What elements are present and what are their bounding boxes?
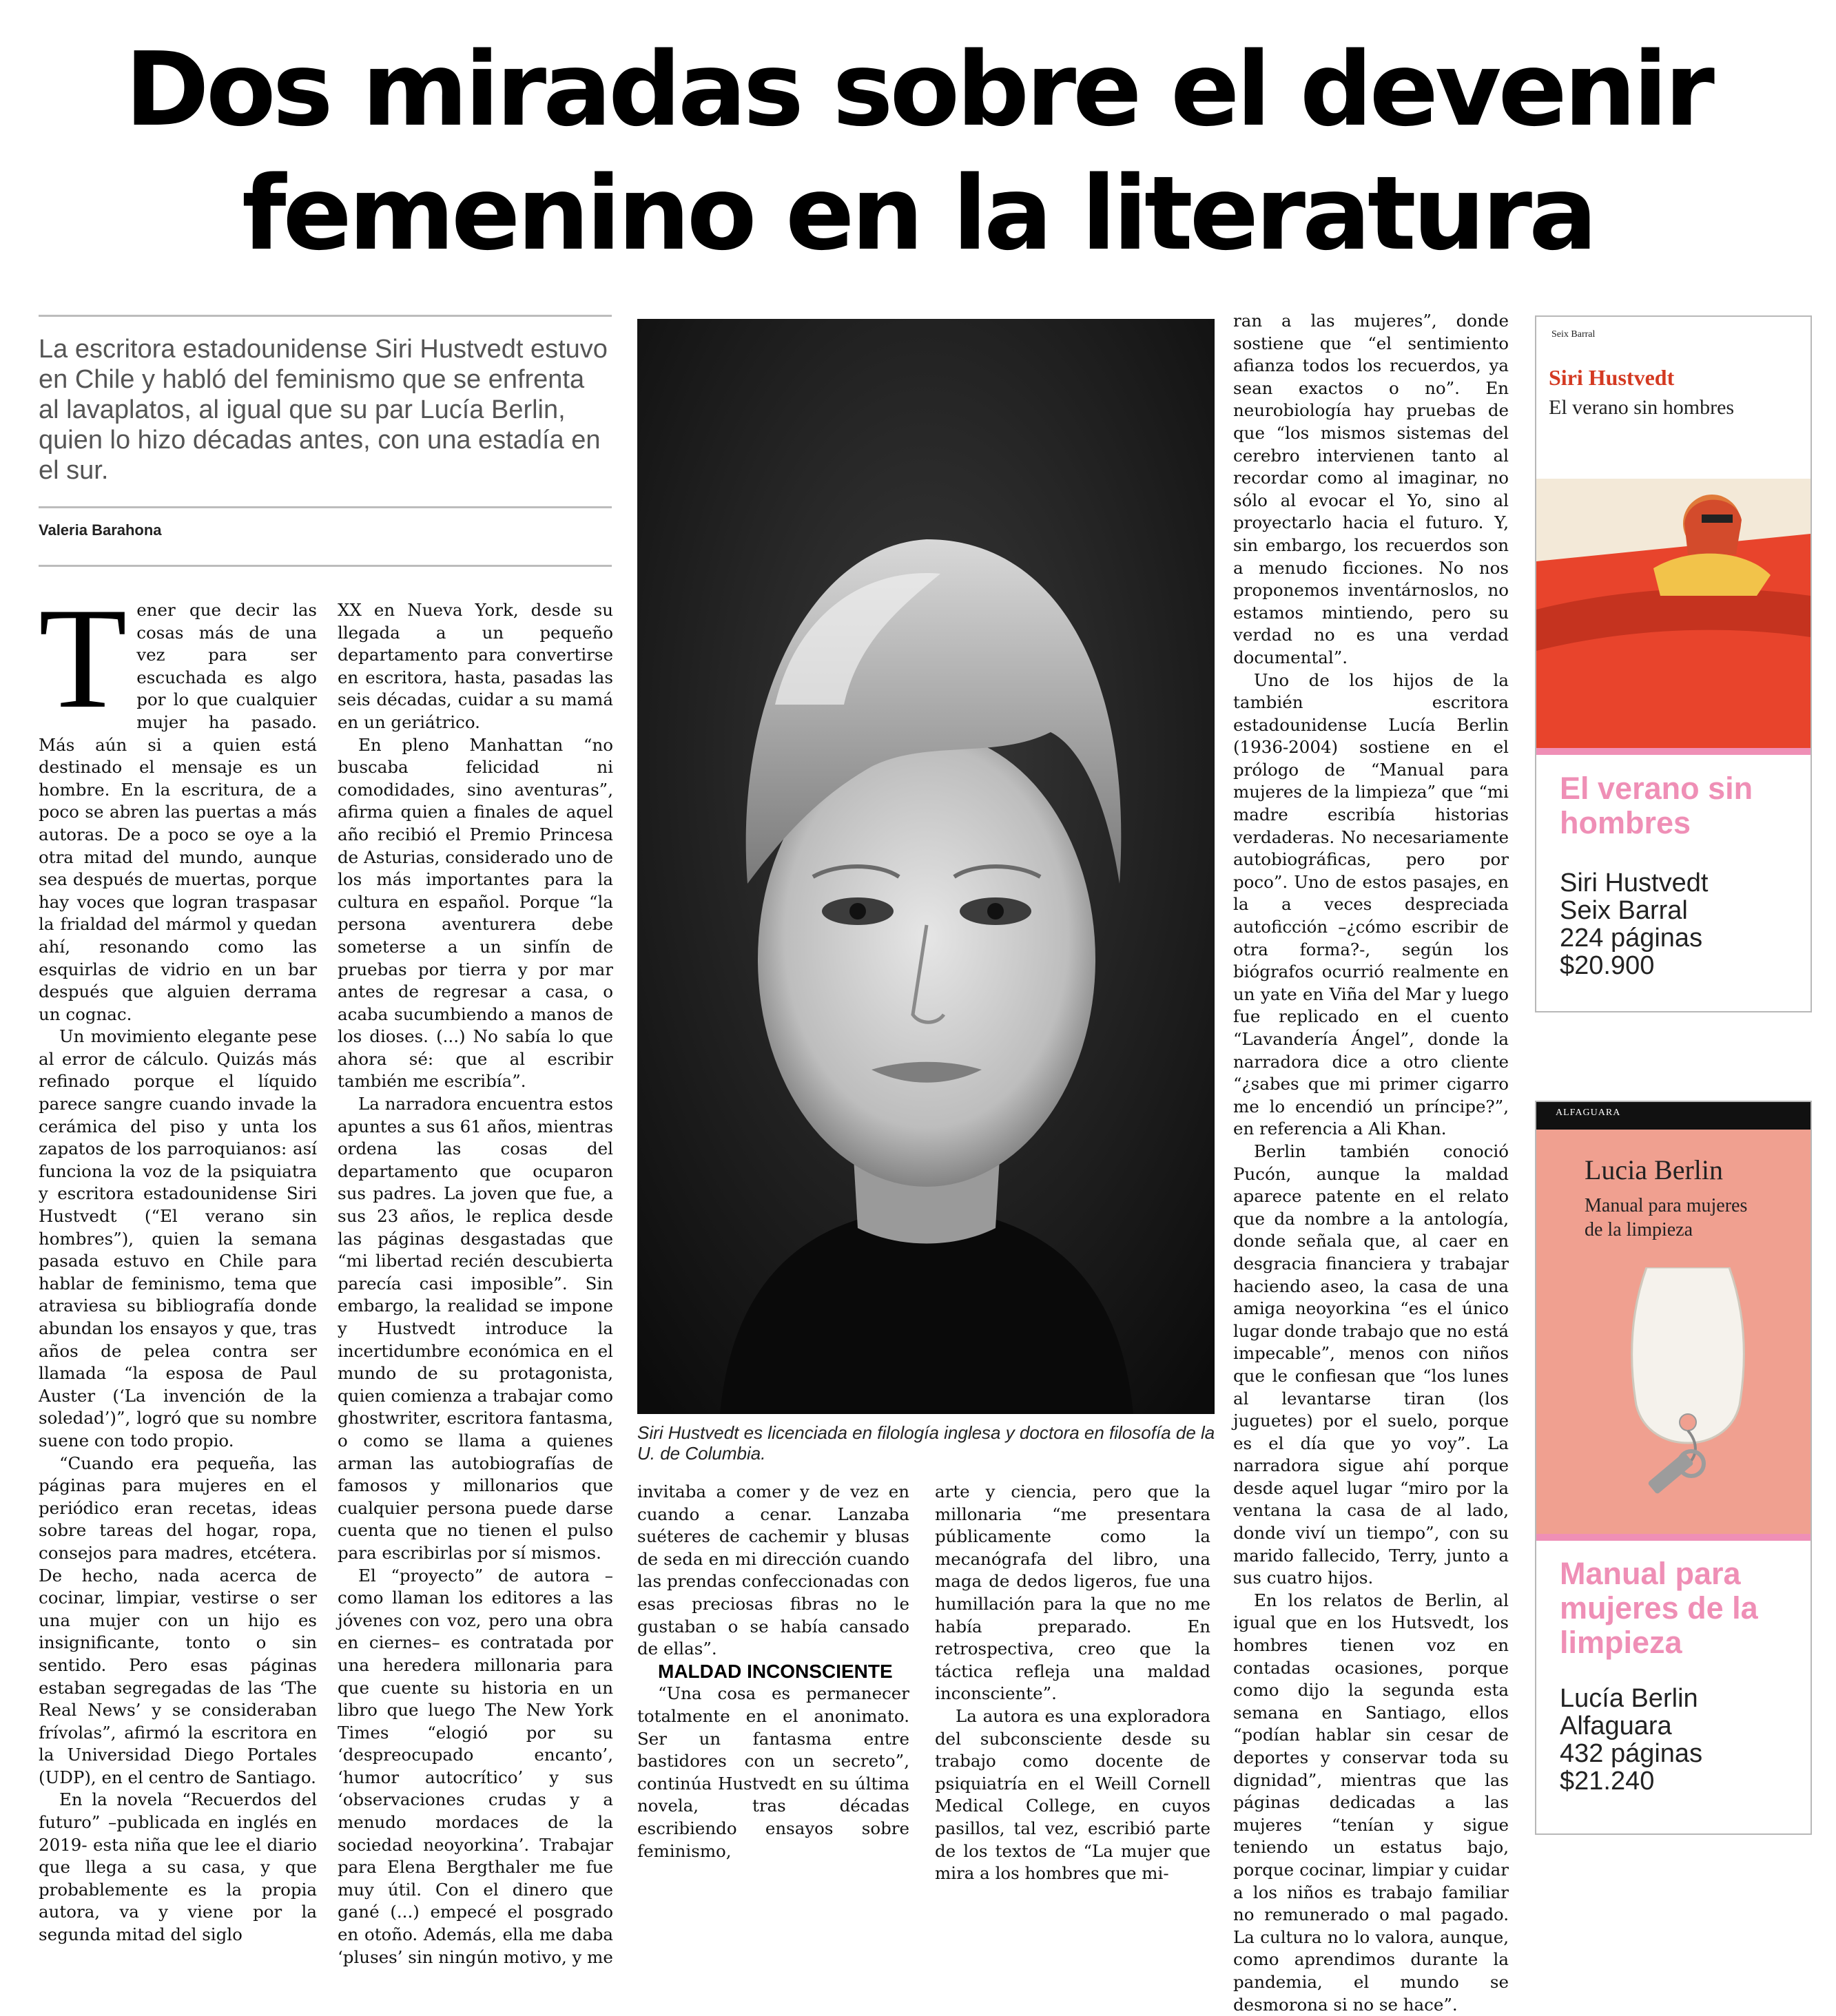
paragraph: Un movimiento elegante pese al error de cálculo. Quizás más refinado porque el líquido parece sangre cuando invade la cerámica del piso y unta los zapatos de los parroquianos: así funciona la voz de la psiquiatra y escritora estadounidense Siri Hustvedt (“El verano sin hombres”), quien la semana pasada estuvo en Chile para hablar de feminismo, tema que atraviesa su bibliografía donde abundan los ensayos y que, tras años de pelea contra ser llamada “la esposa de Paul Auster (‘La invención de la soledad’)”, logró que su nombre suene con todo propio. — [39, 1026, 317, 1451]
article-column-4 — [935, 1481, 1210, 1885]
key-tag-illustration — [1619, 1267, 1757, 1529]
paragraph: invitaba a comer y de vez en cuando a cenar. Lanzaba suéteres de cachemir y blusas de seda en mi dirección cuando las prendas confeccionadas con esas preciosas fibras no le gustaban o se había cansado de ellas”. — [637, 1482, 909, 1659]
cover-title-1: El verano sin hombres — [1549, 396, 1735, 419]
paragraph: Uno de los hijos de la también escritora estadounidense Lucía Berlin (1936-2004) sostiene en el prólogo de “Manual para mujeres de la limpieza” que “mi madre escribía historias verdaderas. No necesariamente autobiográficas, pero por poco”. Uno de estos pasajes, en la a veces despreciada autoficción –¿cómo escribir de otra forma?-, según los biógrafos ocurrió realmente en un yate en Viña del Mar y luego fue replicado en el cuento “Lavandería Ángel”, donde la narradora dice a otro cliente “¿sabes que mi primer cigarro me lo encendió un príncipe?”, en referencia a Ali Khan. — [1233, 669, 1509, 1139]
cover-author-2: Lucia Berlin — [1585, 1154, 1724, 1185]
book-title-2: Manual para mujeres de la limpieza — [1560, 1556, 1758, 1660]
book-cover-1 — [1536, 317, 1811, 748]
divider-middle — [39, 506, 612, 508]
book-card-2 — [1535, 1101, 1812, 1835]
article-column-5 — [1233, 310, 1509, 2016]
pink-accent-bar-2 — [1536, 1534, 1811, 1541]
paragraph: En los relatos de Berlin, al igual que en los Hutsvedt, los hombres tienen voz en contadas ocasiones, porque como dijo la segunda esta semana en Santiago, ellos “podían hablar sin cesar de deportes y conservar toda su dignidad”, mientras que las páginas dedicadas a las mujeres “tenían y sigue teniendo un estatus bajo, porque cocinar, limpiar y cuidar a los niños es trabajo familiar no remunerado o mal pagado. La cultura no lo valora, aunque, como aprendimos durante la pandemia, el mundo se desmorona si no se hace”. — [1233, 1590, 1509, 2015]
article-column-1 — [39, 579, 317, 1946]
cover-publisher-2: ALFAGUARA — [1556, 1108, 1621, 1118]
cover-title-2-line-2: de la limpieza — [1585, 1219, 1693, 1240]
paragraph: Tener que decir las cosas más de una vez para ser escuchada es algo por lo que cualquier mujer ha pasado. Más aún si a quien está destinado el mensaje es un hombre. En la escritura, de a poco se abren las puertas a más autoras. De a poco se oye a la otra mitad del mundo, aunque sea después de muertas, porque hay voces que logran traspasar la frialdad del mármol y quedan ahí, resonando como las esquirlas de vidrio en un bar después que alguien derrama un cognac. — [39, 579, 317, 1024]
cover-publisher-1: Seix Barral — [1551, 329, 1596, 340]
paragraph: En la novela “Recuerdos del futuro” –publicada en inglés en 2019- esta niña que lee el diario que llega a su casa, y que probablemente es la propia autora, va y viene por la segunda mitad del siglo — [39, 1789, 317, 1945]
paragraph: En pleno Manhattan “no buscaba felicidad ni comodidades, sino aventuras”, afirma quien a finales de aquel año recibió el Premio Princesa de Asturias, considerado uno de los más importantes para la cultura en español. Porque “la persona aventurera debe someterse a un sinfín de pruebas por tierra y por mar antes de regresar a casa, o acaba sucumbiendo a manos de los dioses. (...) No sabía lo que ahora sé: que al escribir también me escribía”. — [338, 734, 613, 1092]
article-column-2 — [338, 599, 613, 1968]
book-price-2: $21.240 — [1560, 1767, 1655, 1796]
book-card-1 — [1535, 315, 1812, 1012]
byline: Valeria Barahona — [39, 521, 162, 539]
lead-paragraph: La escritora estadounidense Siri Hustvedt estuvo en Chile y habló del feminismo que se enfrenta al lavaplatos, al igual que su par Lucía Berlin, quien lo hizo décadas antes, con una estadía en el sur. — [39, 335, 608, 485]
photo-caption: Siri Hustvedt es licenciada en filología inglesa y doctora en filosofía de la U. de Columbia. — [637, 1422, 1215, 1464]
author-portrait-photo — [637, 319, 1215, 1414]
book-author-2: Lucía Berlin — [1560, 1684, 1698, 1713]
pink-accent-bar-1 — [1536, 748, 1811, 755]
book-cover-2 — [1536, 1102, 1811, 1534]
paragraph: ran a las mujeres”, donde sostiene que “el sentimiento afianza todos los recuerdos, ya sean exactos o no”. En neurobiología hay pruebas de que “los mismos sistemas del cerebro intervienen tanto al recordar como al imaginar, no sólo al evocar el Yo, sino al proyectarlo hacia el futuro. Y, sin embargo, los recuerdos son a menudo ficciones. No nos proponemos inventárnoslos, no estamos mintiendo, pero su verdad no es una verdad documental”. — [1233, 311, 1509, 667]
paragraph: La narradora encuentra estos apuntes a sus 61 años, mientras ordena las cosas del departamento que ocuparon sus padres. La joven que fue, a sus 23 años, le replica desde las páginas desgastadas que “mi libertad recién descubierta parecía casi imposible”. Sin embargo, la realidad se impone y Hustvedt introduce la incertidumbre económica en el mundo de su protagonista, quien comienza a trabajar como ghostwriter, escritora fantasma, o como se llama a quienes arman las autobiografías de famosos y millonarios que cualquier persona puede darse cuenta que no tienen el pulso para escribirlas por sí mismos. — [338, 1094, 613, 1563]
paragraph: XX en Nueva York, desde su llegada a un pequeño departamento para convertirse en escritora, hasta, pasadas las seis décadas, cuidar a su mamá en un geriátrico. — [338, 600, 613, 732]
cover-illustration-1 — [1536, 479, 1811, 748]
cover-author-1: Siri Hustvedt — [1549, 365, 1675, 390]
headline — [0, 28, 1836, 276]
divider-bottom — [39, 565, 612, 567]
section-subhead: MALDAD INCONSCIENTE — [658, 1660, 893, 1682]
book-author-1: Siri Hustvedt — [1560, 869, 1709, 897]
book-pages-2: 432 páginas — [1560, 1739, 1703, 1768]
book-price-1: $20.900 — [1560, 951, 1655, 980]
paragraph: La autora es una exploradora del subconsciente desde su trabajo como docente de psiquiatría en el Weill Cornell Medical College, en cuyos pasillos, tal vez, escribió parte de los textos de “La mujer que mira a los hombres que mi- — [935, 1705, 1210, 1884]
article-column-3 — [637, 1481, 909, 1862]
book-pages-1: 224 páginas — [1560, 924, 1703, 953]
headline-line-1: Dos miradas sobre el devenir — [125, 30, 1711, 149]
portrait-illustration — [637, 319, 1215, 1414]
cover-title-2-line-1: Manual para mujeres — [1585, 1195, 1748, 1216]
drop-cap: T — [39, 579, 127, 738]
paragraph: “Cuando era pequeña, las páginas para mujeres en el periódico eran recetas, ideas sobre tareas del hogar, ropa, consejos para madres, etcétera. De hecho, nada acerca de cocinar, limpiar, vestirse o ser una mujer con un hijo es insignificante, tonto o sin sentido. Pero esas páginas estaban segregadas de las ‘The Real News’ y se consideraban frívolas”, afirmó la escritora en la Universidad Diego Portales (UDP), en el centro de Santiago. — [39, 1453, 317, 1787]
paragraph: “Una cosa es permanecer totalmente en el anonimato. Ser un fantasma entre bastidores con un secreto”, continúa Hustvedt en su última novela, tras décadas escribiendo ensayos sobre feminismo, — [637, 1683, 909, 1861]
paragraph: arte y ciencia, pero que la millonaria “me presentara públicamente como la mecanógrafa del libro, una maga de dedos ligeros, fue una humillación para la que no me había preparado. En retrospectiva, creo que la táctica refleja una maldad inconsciente”. — [935, 1482, 1210, 1704]
divider-top — [39, 315, 612, 317]
book-title-1: El verano sin hombres — [1560, 771, 1753, 840]
book-publisher-2: Alfaguara — [1560, 1712, 1672, 1740]
paragraph: Berlin también conoció Pucón, aunque la maldad aparece patente en el relato que da nombre a la antología, donde señala que, al caer en desgracia financiera y trabajar haciendo aseo, la casa de una amiga neoyorkina “es el único lugar donde trabajo que no está impecable”, menos con niños que le confiesan que “los lunes al levantarse tiran (los juguetes) por el suelo, porque es el día que yo voy”. La narradora sigue ahí porque desde aquel lugar “miro por la ventana la casa de al lado, donde viví un tiempo”, con su marido fallecido, Terry, junto a sus cuatro hijos. — [1233, 1141, 1509, 1588]
headline-line-2: femenino en la literatura — [242, 154, 1594, 273]
paragraph: El “proyecto” de autora –como llaman los editores a las jóvenes con voz, pero una obra en ciernes– es contratada por una heredera millonaria para que cuente su historia en un libro que luego The New York Times “elogió por su ‘despreocupado encanto’, ‘humor autocrítico’ y sus ‘observaciones crudas y a menudo mordaces de la sociedad neoyorkina’. Trabajar para Elena Bergthaler me fue muy útil. Con el dinero que gané (...) empecé el posgrado en otoño. Además, ella me daba ‘pluses’ sin ningún motivo, y me — [338, 1565, 613, 1967]
book-publisher-1: Seix Barral — [1560, 896, 1688, 925]
